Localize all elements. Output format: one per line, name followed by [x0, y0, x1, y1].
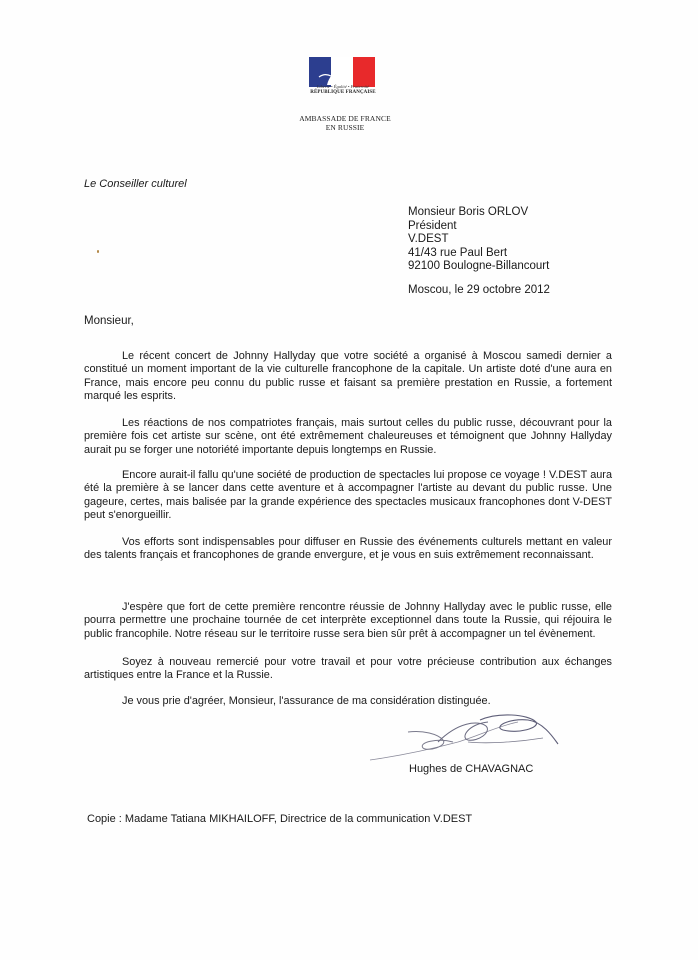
- logo-republique-francaise: RÉPUBLIQUE FRANÇAISE: [310, 90, 376, 95]
- paragraph-text: Soyez à nouveau remercié pour votre travail et pour votre précieuse contribution aux échanges artistiques entre la France et la Russie.: [84, 656, 612, 682]
- logo-red-band: [353, 57, 375, 87]
- paragraph-text: Vos efforts sont indispensables pour diffuser en Russie des événements culturels mettant en valeur des talents français et francophones de grande envergure, et je vous en suis extrêmement reconnaissant.: [84, 536, 612, 562]
- signatory-name: Hughes de CHAVAGNAC: [409, 763, 534, 775]
- sender-role: Le Conseiller culturel: [84, 178, 187, 190]
- recipient-company: V.DEST: [408, 233, 449, 246]
- closing-formula: [84, 695, 612, 708]
- recipient-name: Monsieur Boris ORLOV: [408, 206, 529, 218]
- paragraph-text: Les réactions de nos compatriotes français, mais surtout celles du public russe, découvrant pour la première fois cet artiste sur scène, ont été extrêmement chaleureuses et témoignent que Johnny Hallyday aurait pu se forger une notoriété importante depuis longtemps en Russie.: [84, 417, 612, 456]
- place-date: Moscou, le 29 octobre 2012: [408, 284, 550, 296]
- embassy-name: [260, 114, 430, 132]
- recipient-address: [408, 206, 549, 274]
- body-paragraph: [84, 601, 612, 641]
- handwritten-signature-icon: [368, 712, 568, 764]
- salutation: Monsieur,: [84, 315, 134, 327]
- marianne-logo-icon: [309, 57, 375, 87]
- body-paragraph: [84, 536, 612, 563]
- paper-speck: [97, 250, 99, 253]
- body-paragraph: [84, 417, 612, 457]
- logo-blue-band: [309, 57, 331, 87]
- recipient-title: Président: [408, 219, 457, 232]
- body-paragraph: [84, 350, 612, 403]
- body-paragraph: [84, 469, 612, 522]
- embassy-line-1: AMBASSADE DE FRANCE: [299, 114, 391, 123]
- paragraph-text: Le récent concert de Johnny Hallyday que votre société a organisé à Moscou samedi dernier a constitué un moment important de la vie culturelle francophone de la capitale. Un artiste doté d'une aura en France, mais encore peu connu du public russe et faisant sa première prestation en Russie, a fortement marqué les esprits.: [84, 350, 612, 402]
- copy-recipient: Copie : Madame Tatiana MIKHAILOFF, Directrice de la communication V.DEST: [87, 813, 473, 825]
- paragraph-text: Je vous prie d'agréer, Monsieur, l'assurance de ma considération distinguée.: [122, 695, 491, 707]
- recipient-street: 41/43 rue Paul Bert: [408, 246, 508, 259]
- embassy-line-2: EN RUSSIE: [325, 123, 365, 132]
- body-paragraph: [84, 656, 612, 683]
- logo-motto: Liberté • Égalité • Fraternité: [316, 84, 370, 89]
- paragraph-text: Encore aurait-il fallu qu'une société de production de spectacles lui propose ce voyage ! V.DEST aura été la première à se lancer dans cette aventure et à accompagner l'artiste au devant du public russe. Une gageure, certes, mais balisée par la grande expérience des spectacles musicaux francophones dont V-DEST peut s'enorgueillir.: [84, 469, 612, 521]
- recipient-city: 92100 Boulogne-Billancourt: [408, 260, 550, 273]
- paragraph-text: J'espère que fort de cette première rencontre réussie de Johnny Hallyday avec le public russe, elle pourra permettre une prochaine tournée de cet interprète exceptionnel dans toute la Russie, qui réjouira le public francophile. Notre réseau sur le territoire russe sera bien sûr prêt à accompagner un tel évènement.: [84, 601, 612, 640]
